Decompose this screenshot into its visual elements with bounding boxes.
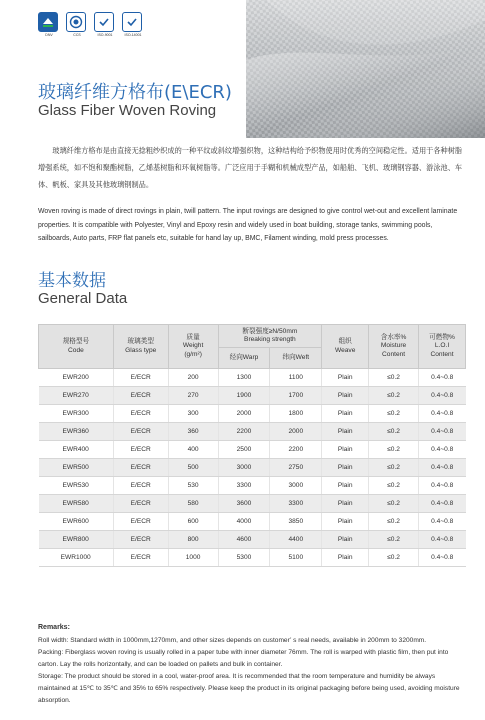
table-cell: Plain — [322, 549, 369, 567]
table-body — [39, 369, 466, 567]
table-cell: ≤0.2 — [369, 513, 419, 531]
table-cell: 0.4~0.8 — [419, 441, 466, 459]
table-cell: E/ECR — [113, 531, 168, 549]
table-cell: 0.4~0.8 — [419, 369, 466, 387]
table-cell: ≤0.2 — [369, 531, 419, 549]
table-row — [39, 441, 466, 459]
table-row — [39, 477, 466, 495]
table-cell: ≤0.2 — [369, 369, 419, 387]
table-cell: 800 — [168, 531, 218, 549]
table-cell: 0.4~0.8 — [419, 549, 466, 567]
table-cell: E/ECR — [113, 369, 168, 387]
description-en: Woven roving is made of direct rovings in plain, twill pattern. The input rovings are designed to give control wet-out and excellent laminate properties. It is compatible with Polyester, Vinyl and Epoxy resin and widely used in boat building, storage tanks, swimming pools, sailboards, Auto parts, FRP flat panels etc, suitable for hand lay up, BMC, Filament winding, mold press processes. — [38, 208, 458, 242]
table-header-row — [39, 325, 466, 348]
table-cell: Plain — [322, 387, 369, 405]
table-cell: E/ECR — [113, 423, 168, 441]
certification-logos — [38, 12, 144, 37]
table-cell: 3000 — [218, 459, 270, 477]
table-cell: 2200 — [218, 423, 270, 441]
table-cell: 5300 — [218, 549, 270, 567]
iso-9001-cert: ISO-9001 — [94, 12, 116, 37]
table-row — [39, 387, 466, 405]
table-cell: 0.4~0.8 — [419, 423, 466, 441]
section-title-zh: 基本数据 — [38, 271, 106, 291]
table-row — [39, 369, 466, 387]
ccs-cert-icon — [66, 12, 86, 32]
table-cell: EWR300 — [39, 405, 114, 423]
table-cell: Plain — [322, 441, 369, 459]
ccs-cert: CCS — [66, 12, 88, 37]
table-cell: Plain — [322, 513, 369, 531]
table-cell: 360 — [168, 423, 218, 441]
table-row — [39, 495, 466, 513]
table-cell: 530 — [168, 477, 218, 495]
table-cell: 2000 — [218, 405, 270, 423]
table-cell: 4000 — [218, 513, 270, 531]
table-cell: 3000 — [270, 477, 322, 495]
table-row — [39, 423, 466, 441]
table-cell: 0.4~0.8 — [419, 513, 466, 531]
table-row — [39, 531, 466, 549]
table-cell: ≤0.2 — [369, 387, 419, 405]
table-cell: ≤0.2 — [369, 459, 419, 477]
col-header-breaking-strength: 断裂强度≥N/50mm Breaking strength — [218, 325, 322, 348]
col-header-code: 规格型号 Code — [39, 325, 114, 369]
product-title-zh: 玻璃纤维方格布(E\ECR) — [38, 82, 232, 103]
iso-14001-cert: ISO-14001 — [122, 12, 144, 37]
iso-14001-cert-icon — [122, 12, 142, 32]
table-cell: Plain — [322, 495, 369, 513]
table-cell: Plain — [322, 477, 369, 495]
table-cell: E/ECR — [113, 477, 168, 495]
table-cell: EWR530 — [39, 477, 114, 495]
table-cell: 0.4~0.8 — [419, 477, 466, 495]
table-cell: 3600 — [218, 495, 270, 513]
table-cell: 2500 — [218, 441, 270, 459]
col-header-warp: 经向Warp — [218, 348, 270, 369]
table-cell: EWR270 — [39, 387, 114, 405]
table-cell: Plain — [322, 405, 369, 423]
table-row — [39, 405, 466, 423]
product-title-en: Glass Fiber Woven Roving — [38, 102, 217, 119]
table-cell: 0.4~0.8 — [419, 531, 466, 549]
table-cell: ≤0.2 — [369, 423, 419, 441]
table-cell: 270 — [168, 387, 218, 405]
table-cell: 4600 — [218, 531, 270, 549]
table-cell: E/ECR — [113, 405, 168, 423]
table-cell: EWR800 — [39, 531, 114, 549]
table-cell: 300 — [168, 405, 218, 423]
section-title-en: General Data — [38, 290, 128, 307]
table-cell: EWR580 — [39, 495, 114, 513]
col-header-glass-type: 玻璃类型 Glass type — [113, 325, 168, 369]
dnv-cert-icon — [38, 12, 58, 32]
table-cell: E/ECR — [113, 441, 168, 459]
col-header-moisture: 含水率% Moisture Content — [369, 325, 419, 369]
table-cell: 1300 — [218, 369, 270, 387]
remarks-heading: Remarks: — [38, 624, 70, 631]
table-cell: EWR400 — [39, 441, 114, 459]
table-cell: 2200 — [270, 441, 322, 459]
table-cell: 5100 — [270, 549, 322, 567]
table-cell: EWR500 — [39, 459, 114, 477]
table-cell: 500 — [168, 459, 218, 477]
table-cell: E/ECR — [113, 549, 168, 567]
table-cell: ≤0.2 — [369, 441, 419, 459]
table-cell: 3300 — [270, 495, 322, 513]
table-cell: 1700 — [270, 387, 322, 405]
table-cell: ≤0.2 — [369, 405, 419, 423]
col-header-loi: 可燃物% L.O.I Content — [419, 325, 466, 369]
table-cell: 0.4~0.8 — [419, 495, 466, 513]
table-cell: E/ECR — [113, 387, 168, 405]
remarks-roll-width: Roll width: Standard width in 1000mm,1270mm, and other sizes depends on customer’ s real needs, available in 200mm to 3200mm. — [38, 637, 427, 644]
table-cell: EWR1000 — [39, 549, 114, 567]
dnv-cert: DNV — [38, 12, 60, 37]
table-cell: ≤0.2 — [369, 549, 419, 567]
table-cell: 3300 — [218, 477, 270, 495]
table-cell: E/ECR — [113, 495, 168, 513]
table-cell: 1800 — [270, 405, 322, 423]
table-cell: 1000 — [168, 549, 218, 567]
iso-9001-cert-icon — [94, 12, 114, 32]
remarks-section — [38, 622, 466, 707]
col-header-weight: 质量 Weight (g/m²) — [168, 325, 218, 369]
table-row — [39, 549, 466, 567]
table-cell: EWR200 — [39, 369, 114, 387]
table-cell: Plain — [322, 531, 369, 549]
table-cell: E/ECR — [113, 459, 168, 477]
general-data-table — [38, 324, 466, 567]
col-header-weft: 纬向Weft — [270, 348, 322, 369]
table-cell: 1100 — [270, 369, 322, 387]
table-cell: Plain — [322, 423, 369, 441]
remarks-storage: Storage: The product should be stored in a cool, water-proof area. It is recommended that the room temperature and humidity be always maintained at 15℃ to 35℃ and 35% to 65% respectively. Please keep the product in its original packaging before being used, avoiding moisture absorption. — [38, 673, 460, 704]
table-cell: 600 — [168, 513, 218, 531]
table-cell: ≤0.2 — [369, 495, 419, 513]
table-cell: 0.4~0.8 — [419, 405, 466, 423]
remarks-packing: Packing: Fiberglass woven roving is usually rolled in a paper tube with inner diameter 76mm. The roll is warped with plastic film, then put into carton. Lay the rolls horizontally, and can be loaded on pallets and bulk in container. — [38, 649, 449, 668]
table-cell: 580 — [168, 495, 218, 513]
table-cell: 400 — [168, 441, 218, 459]
table-cell: E/ECR — [113, 513, 168, 531]
table-cell: ≤0.2 — [369, 477, 419, 495]
table-cell: 0.4~0.8 — [419, 459, 466, 477]
table-cell: 2750 — [270, 459, 322, 477]
table-cell: EWR600 — [39, 513, 114, 531]
description-zh: 玻璃纤维方格布是由直接无捻粗纱织成的一种平纹或斜纹增强织物，这种结构给予织物使用时优秀的空间稳定性。适用于各种树脂增强系统，如不饱和聚酯树脂，乙烯基树脂和环氧树脂等。广泛应用于手糊和机械成型产品，如船舶、飞机、玻璃钢容器、游泳池、车体、帆板、家具及其他玻璃钢制品。 — [38, 146, 463, 189]
table-cell: 2000 — [270, 423, 322, 441]
woven-roving-photo — [246, 0, 485, 138]
table-cell: Plain — [322, 459, 369, 477]
table-cell: 200 — [168, 369, 218, 387]
col-header-weave: 组织 Weave — [322, 325, 369, 369]
table-cell: 0.4~0.8 — [419, 387, 466, 405]
table-cell: EWR360 — [39, 423, 114, 441]
table-cell: 1900 — [218, 387, 270, 405]
table-row — [39, 459, 466, 477]
table-cell: 3850 — [270, 513, 322, 531]
table-cell: 4400 — [270, 531, 322, 549]
table-cell: Plain — [322, 369, 369, 387]
table-row — [39, 513, 466, 531]
